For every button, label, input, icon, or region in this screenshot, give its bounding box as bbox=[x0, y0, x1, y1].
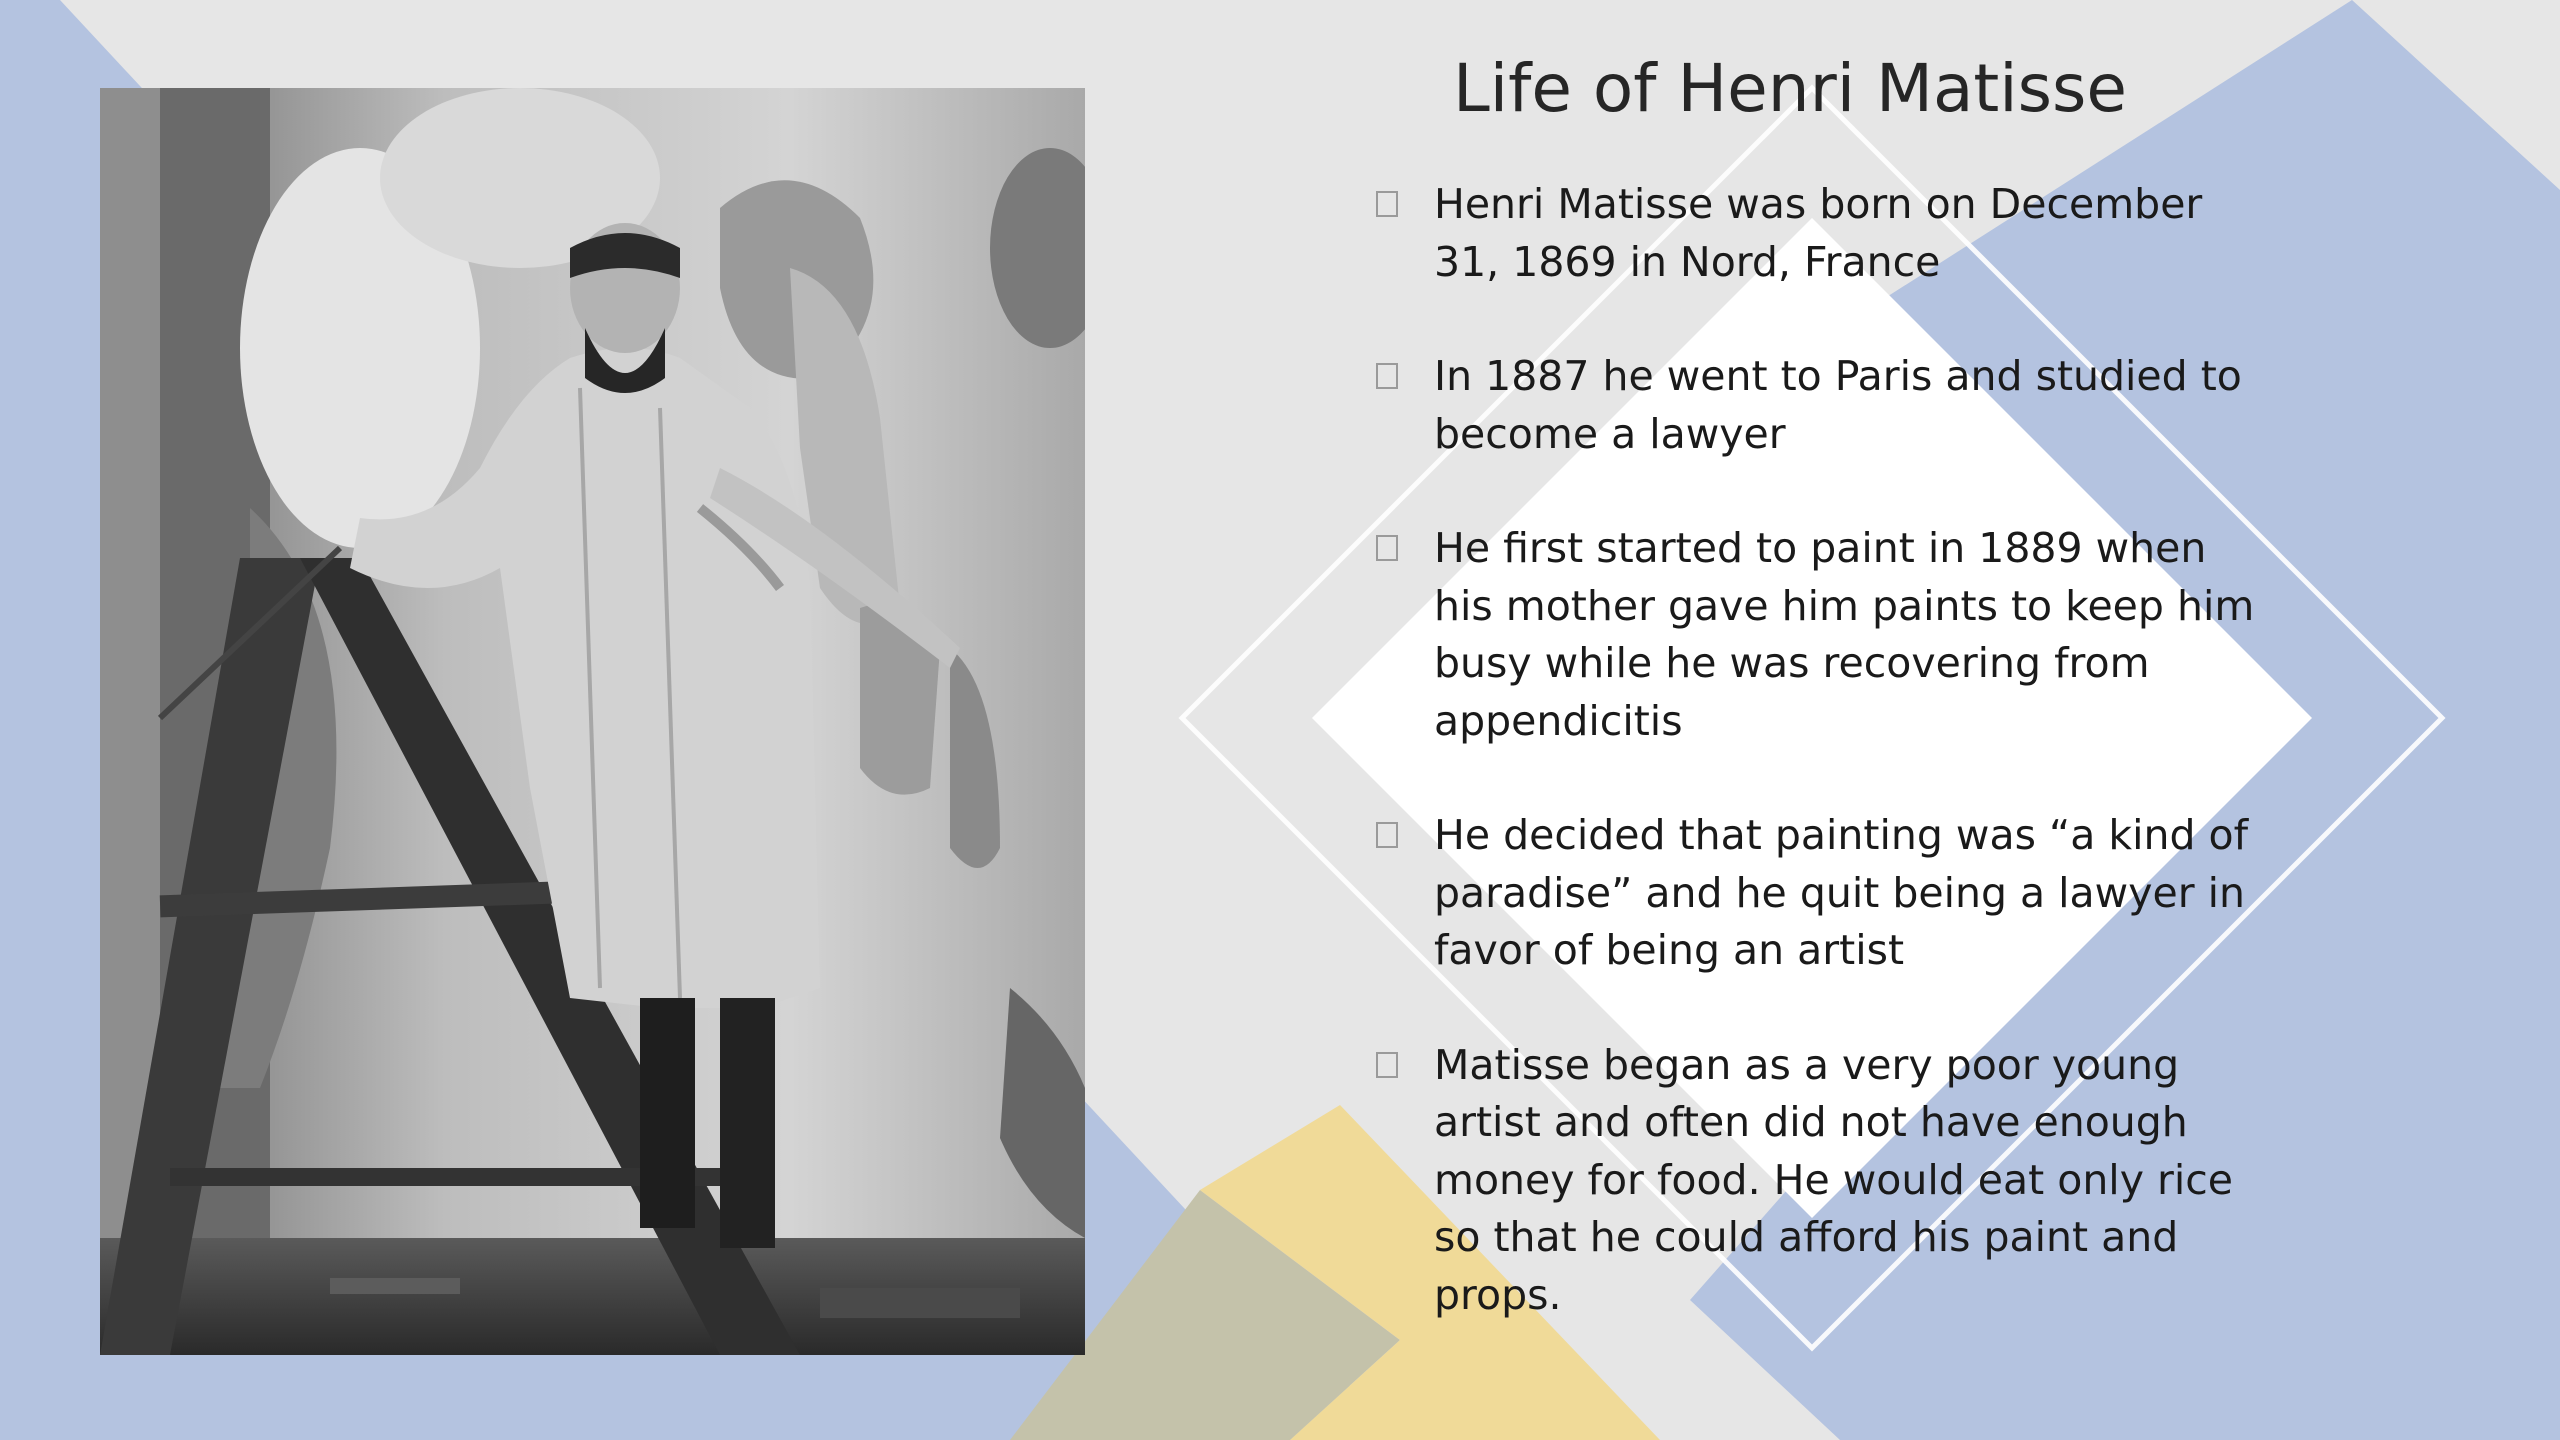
slide-title: Life of Henri Matisse bbox=[1452, 50, 2128, 127]
bullet-text: He first started to paint in 1889 when his mother gave him paints to keep him busy while he was recovering from appendicitis bbox=[1434, 524, 2255, 745]
bullet-text: He decided that painting was “a kind of paradise” and he quit being a lawyer in favor of being an artist bbox=[1434, 811, 2249, 974]
portrait-photo bbox=[100, 88, 1085, 1355]
square-bullet-icon bbox=[1376, 822, 1398, 848]
bullet-text: Matisse began as a very poor young artist and often did not have enough money for food. He would eat only rice so that he could afford his paint and props. bbox=[1434, 1040, 2233, 1319]
bullet-list bbox=[1370, 176, 2270, 1381]
matisse-portrait-photo bbox=[100, 88, 1085, 1355]
square-bullet-icon bbox=[1376, 1052, 1398, 1078]
bullet-text: Henri Matisse was born on December 31, 1869 in Nord, France bbox=[1434, 180, 2203, 286]
bullet-item bbox=[1370, 176, 2270, 291]
bullet-item bbox=[1370, 348, 2270, 463]
bullet-item bbox=[1370, 1037, 2270, 1325]
square-bullet-icon bbox=[1376, 535, 1398, 561]
bullet-text: In 1887 he went to Paris and studied to become a lawyer bbox=[1434, 352, 2242, 458]
bullet-item bbox=[1370, 520, 2270, 750]
square-bullet-icon bbox=[1376, 363, 1398, 389]
bullet-item bbox=[1370, 807, 2270, 980]
square-bullet-icon bbox=[1376, 191, 1398, 217]
